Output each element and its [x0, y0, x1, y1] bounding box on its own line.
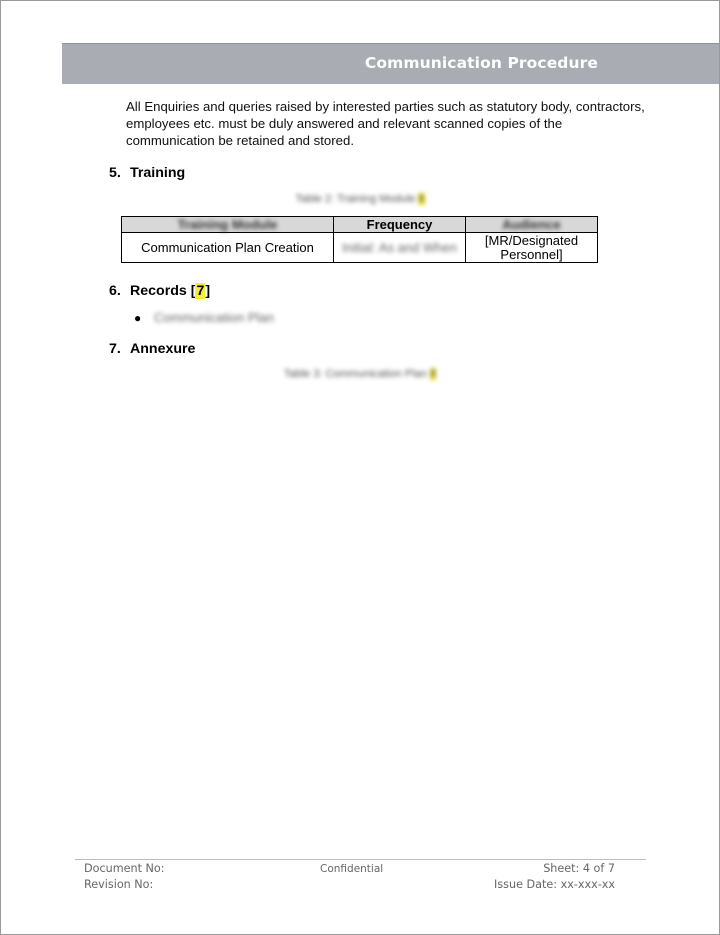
table-header-cell: Training Module [122, 217, 334, 233]
section-number: 5. [109, 165, 121, 181]
section-number: 7. [109, 341, 121, 357]
section-title: Training [130, 165, 186, 181]
annexure-table-caption [1, 368, 719, 380]
caption-reference: 6 [418, 193, 425, 205]
list-item-text: Communication Plan [154, 310, 274, 325]
intro-paragraph: All Enquiries and queries raised by interested parties such as statutory body, contractors, employees etc. must be duly answered and relevant scanned copies of the communication be retained and stored. [126, 99, 645, 148]
caption-text: Table 3: Communication Plan [283, 368, 427, 380]
training-table-caption [1, 193, 719, 205]
footer-confidential: Confidential [320, 863, 384, 875]
footer-issue-date: Issue Date: xx-xxx-xx [494, 878, 615, 891]
list-item [134, 310, 274, 325]
section-title: Annexure [130, 341, 196, 357]
table-cell: [MR/Designated Personnel] [466, 233, 598, 263]
table-cell: Initial: As and When [334, 233, 466, 263]
table-row [122, 233, 598, 263]
caption-text: Table 2: Training Module [295, 193, 416, 205]
section-number: 6. [109, 283, 121, 299]
table-header-cell: Frequency [334, 217, 466, 233]
document-title: Communication Procedure [364, 54, 598, 72]
footer-revision-no: Revision No: [84, 878, 154, 891]
footer-document-no: Document No: [84, 862, 165, 875]
table-header-row [122, 217, 598, 233]
header-bar [62, 43, 719, 84]
section-training-heading [109, 165, 185, 181]
footer-sheet-number: Sheet: 4 of 7 [543, 862, 615, 875]
section-annexure-heading [109, 341, 195, 357]
training-table [121, 216, 598, 263]
table-cell: Communication Plan Creation [122, 233, 334, 263]
reference-marker: 7 [196, 283, 205, 299]
table-header-cell: Audience [466, 217, 598, 233]
caption-reference: 8 [430, 368, 437, 380]
footer-divider [75, 859, 646, 860]
section-title: Records [130, 283, 187, 299]
section-records-heading: 6. Records [7] [109, 283, 211, 299]
bullet-icon: ● [134, 311, 142, 325]
